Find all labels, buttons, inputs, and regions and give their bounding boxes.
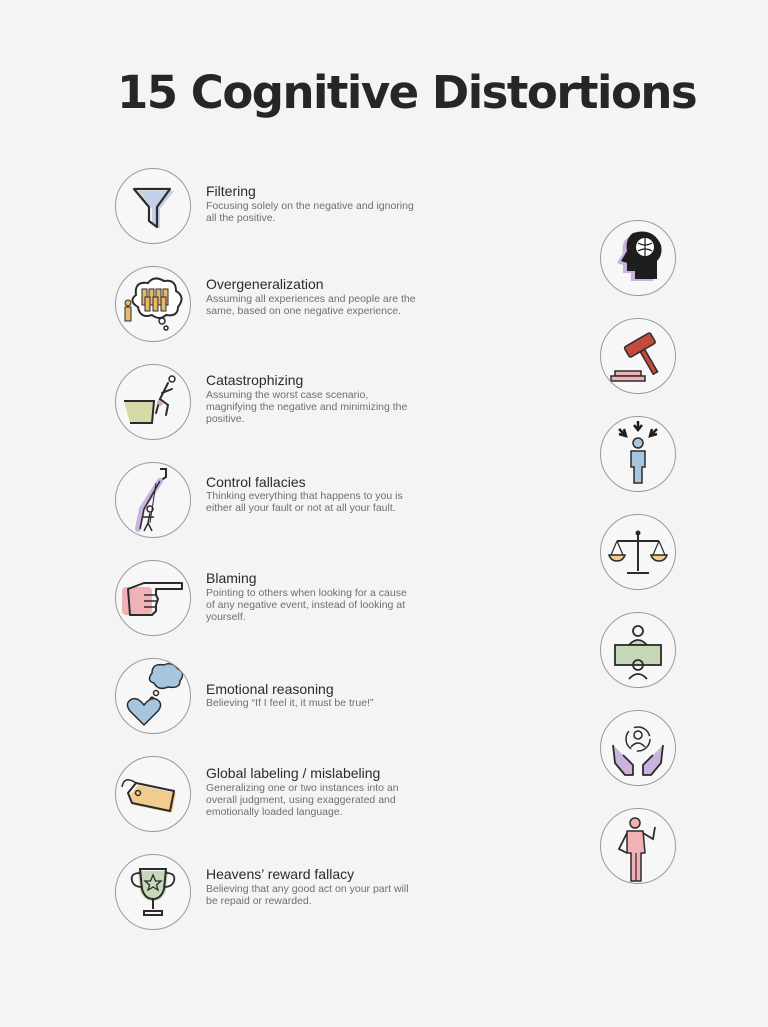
heading: Control fallacies: [206, 474, 306, 490]
heading: Global labeling / mislabeling: [206, 765, 381, 781]
heading: Blaming: [206, 570, 257, 586]
puppet-strings-icon: [115, 462, 191, 538]
gavel-icon: [600, 318, 676, 394]
heading: Heavens’ reward fallacy: [206, 866, 355, 882]
heading: Emotional reasoning: [206, 681, 334, 697]
heading: Filtering: [206, 183, 256, 199]
description: Thinking everything that happens to you is either all your fault or not at all your fault.: [206, 490, 403, 514]
price-tag-icon: [115, 756, 191, 832]
crowd-thought-icon: [115, 266, 191, 342]
page-title: 15 Cognitive Distortions: [117, 66, 697, 119]
heading: Overgeneralization: [206, 276, 324, 292]
scales-icon: [600, 514, 676, 590]
heart-thought-icon: [115, 658, 191, 734]
hands-person-icon: [600, 710, 676, 786]
description: Assuming the worst case scenario, magnifying the negative and minimizing the positive.: [206, 389, 408, 425]
description: Generalizing one or two instances into an overall judgment, using exaggerated and emotionally loaded language.: [206, 782, 399, 818]
heading: Catastrophizing: [206, 372, 304, 388]
funnel-icon: [115, 168, 191, 244]
description: Believing “If I feel it, it must be true!”: [206, 697, 374, 709]
head-brain-icon: [600, 220, 676, 296]
person-arrows-icon: [600, 416, 676, 492]
cliff-hanging-icon: [115, 364, 191, 440]
description: Believing that any good act on your part will be repaid or rewarded.: [206, 883, 409, 907]
description: Pointing to others when looking for a cause of any negative event, instead of looking at yourself.: [206, 587, 407, 623]
meeting-icon: [600, 612, 676, 688]
confident-person-icon: [600, 808, 676, 884]
description: Focusing solely on the negative and ignoring all the positive.: [206, 200, 414, 224]
description: Assuming all experiences and people are the same, based on one negative experience.: [206, 293, 416, 317]
trophy-icon: [115, 854, 191, 930]
pointing-hand-icon: [115, 560, 191, 636]
